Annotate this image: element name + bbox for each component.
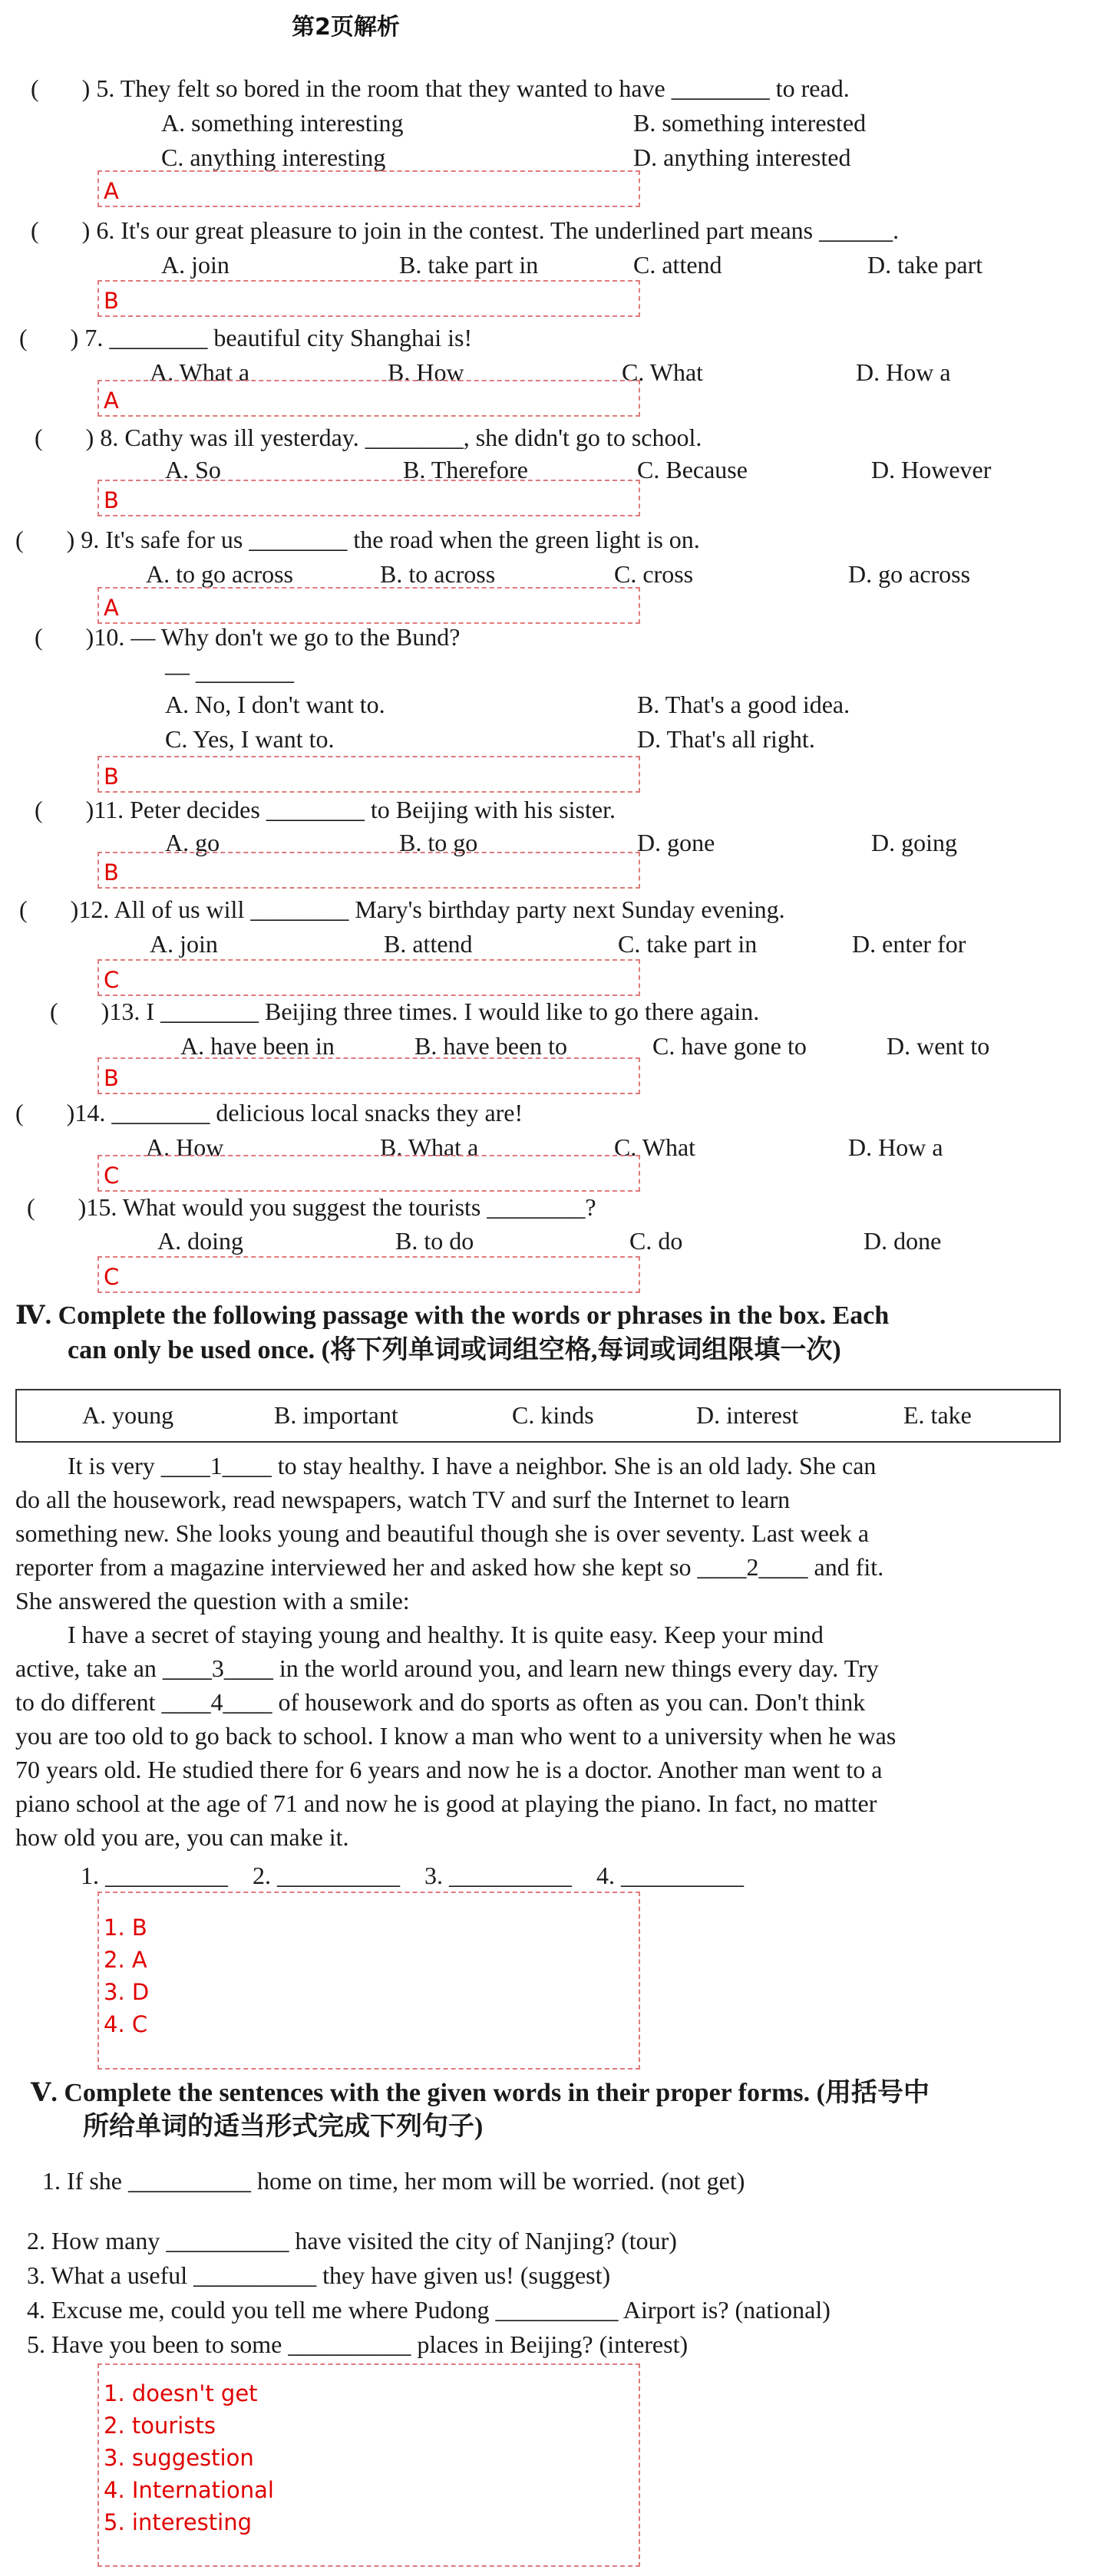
answer-text: C: [104, 967, 120, 993]
answer-box: [97, 1892, 640, 2070]
passage-line: She answered the question with a smile:: [15, 1587, 410, 1615]
passage-line: I have a secret of staying young and healthy. It is quite easy. Keep your mind: [68, 1621, 824, 1648]
answer-text: A: [104, 178, 119, 204]
option: D. going: [871, 829, 957, 856]
answer-text: A: [104, 595, 119, 621]
answer-box: [97, 280, 640, 317]
option: B. to do: [395, 1227, 474, 1255]
option: C. do: [629, 1227, 683, 1255]
option: B. That's a good idea.: [637, 691, 850, 718]
word-option: D. interest: [696, 1401, 799, 1429]
answer-text: 3. suggestion: [104, 2445, 254, 2471]
option: D. go across: [848, 560, 971, 588]
word-option: C. kinds: [512, 1401, 594, 1429]
sentence-item: 4. Excuse me, could you tell me where Pudong __________ Airport is? (national): [27, 2296, 830, 2324]
answer-text: C: [104, 1163, 120, 1189]
answer-box: [97, 852, 640, 889]
question-stem: ( )11. Peter decides ________ to Beijing with his sister.: [35, 796, 616, 823]
answer-text: 2. tourists: [104, 2413, 216, 2439]
option: C. have gone to: [652, 1032, 807, 1060]
answer-box: [97, 480, 640, 516]
answer-text: 4. International: [104, 2477, 274, 2503]
passage-line: active, take an ____3____ in the world around you, and learn new things every day. Try: [15, 1654, 879, 1682]
question-stem: ( ) 8. Cathy was ill yesterday. ________, she didn't go to school.: [35, 424, 702, 451]
option: A. have been in: [180, 1032, 335, 1060]
option: A. So: [165, 456, 221, 483]
answer-text: 2. A: [104, 1947, 147, 1973]
answer-box: [97, 959, 640, 996]
option: A. join: [150, 930, 218, 958]
option: B. Therefore: [403, 456, 528, 483]
answer-text: 1. B: [104, 1915, 147, 1941]
option: A. to go across: [146, 560, 293, 588]
sentence-item: 2. How many __________ have visited the city of Nanjing? (tour): [27, 2227, 677, 2254]
answer-text: 3. D: [104, 1979, 150, 2005]
sentence-item: 5. Have you been to some __________ places in Beijing? (interest): [27, 2330, 688, 2358]
answer-blanks: 1. __________ 2. __________ 3. __________ 4. __________: [81, 1862, 744, 1889]
question-stem: ( ) 7. ________ beautiful city Shanghai is!: [19, 324, 473, 351]
question-stem: ( ) 9. It's safe for us ________ the road when the green light is on.: [15, 526, 700, 553]
option: C. cross: [614, 560, 694, 588]
answer-text: 5. interesting: [104, 2509, 252, 2535]
passage-line: piano school at the age of 71 and now he is good at playing the piano. In fact, no matter: [15, 1789, 877, 1817]
option: A. go: [165, 829, 220, 856]
answer-text: B: [104, 859, 119, 886]
answer-text: B: [104, 487, 119, 513]
word-option: A. young: [82, 1401, 174, 1429]
sentence-item: 3. What a useful __________ they have given us! (suggest): [27, 2261, 611, 2289]
answer-box: [97, 1256, 640, 1293]
option: D. gone: [637, 829, 715, 856]
option: C. anything interesting: [161, 143, 386, 171]
answer-text: B: [104, 764, 119, 790]
answer-text: B: [104, 288, 119, 314]
passage-line: reporter from a magazine interviewed her and asked how she kept so ____2____ and fit.: [15, 1553, 884, 1581]
option: D. anything interested: [633, 143, 851, 171]
option: B. something interested: [633, 109, 867, 137]
passage-line: to do different ____4____ of housework and do sports as often as you can. Don't think: [15, 1688, 866, 1716]
option: A. No, I don't want to.: [165, 691, 385, 718]
answer-text: B: [104, 1065, 119, 1091]
option: B. What a: [380, 1133, 479, 1161]
passage-line: something new. She looks young and beautiful though she is over seventy. Last week a: [15, 1519, 870, 1547]
passage-line: how old you are, you can make it.: [15, 1823, 349, 1851]
answer-text: 1. doesn't get: [104, 2380, 258, 2406]
option: D. How a: [856, 358, 951, 386]
section-heading: Ⅳ. Complete the following passage with the words or phrases in the box. Each: [15, 1301, 890, 1330]
answer-box: [97, 2363, 640, 2567]
option: A. What a: [150, 358, 250, 386]
question-stem: — ________: [165, 658, 294, 685]
answer-text: 4. C: [104, 2011, 148, 2037]
option: A. join: [161, 251, 229, 279]
word-option: E. take: [903, 1401, 972, 1429]
option: D. went to: [887, 1032, 990, 1060]
section-heading: Ⅴ. Complete the sentences with the given words in their proper forms. (用括号中: [31, 2079, 930, 2107]
answer-box: [97, 756, 640, 793]
word-box: [15, 1389, 1061, 1443]
sentence-item: 1. If she __________ home on time, her mom will be worried. (not get): [42, 2167, 745, 2195]
page-title: 第2页解析: [292, 14, 400, 41]
section-heading: can only be used once. (将下列单词或词组空格,每词或词组限填一次): [68, 1336, 841, 1364]
option: C. Yes, I want to.: [165, 725, 335, 753]
answer-box: [97, 170, 640, 207]
passage-line: It is very ____1____ to stay healthy. I have a neighbor. She is an old lady. She can: [68, 1452, 877, 1479]
option: D. How a: [848, 1133, 943, 1161]
question-stem: ( )12. All of us will ________ Mary's birthday party next Sunday evening.: [19, 895, 785, 923]
answer-box: [97, 1057, 640, 1094]
option: A. doing: [157, 1227, 243, 1255]
option: C. attend: [633, 251, 722, 279]
answer-box: [97, 587, 640, 624]
question-stem: ( )10. — Why don't we go to the Bund?: [35, 623, 461, 651]
option: D. enter for: [852, 930, 966, 958]
answer-text: A: [104, 388, 119, 414]
section-heading: 所给单词的适当形式完成下列句子): [83, 2113, 484, 2141]
answer-text: C: [104, 1264, 120, 1290]
question-stem: ( )15. What would you suggest the tourists ________?: [27, 1193, 596, 1221]
option: C. What: [622, 358, 704, 386]
question-stem: ( ) 6. It's our great pleasure to join in the contest. The underlined part means ______.: [31, 216, 900, 244]
option: D. done: [864, 1227, 942, 1255]
answer-box: [97, 380, 640, 417]
option: C. Because: [637, 456, 748, 483]
option: A. something interesting: [161, 109, 404, 137]
option: B. to across: [380, 560, 496, 588]
question-stem: ( ) 5. They felt so bored in the room that they wanted to have ________ to read.: [31, 74, 850, 102]
question-stem: ( )14. ________ delicious local snacks they are!: [15, 1099, 523, 1126]
option: B. have been to: [414, 1032, 568, 1060]
passage-line: 70 years old. He studied there for 6 years and now he is a doctor. Another man went to a: [15, 1756, 883, 1783]
word-option: B. important: [274, 1401, 398, 1429]
option: B. take part in: [399, 251, 539, 279]
question-stem: ( )13. I ________ Beijing three times. I would like to go there again.: [50, 998, 760, 1025]
option: B. How: [388, 358, 464, 386]
option: C. What: [614, 1133, 696, 1161]
option: D. However: [871, 456, 992, 483]
option: C. take part in: [618, 930, 758, 958]
passage-line: do all the housework, read newspapers, watch TV and surf the Internet to learn: [15, 1486, 791, 1513]
option: D. take part: [867, 251, 983, 279]
answer-box: [97, 1155, 640, 1192]
option: B. to go: [399, 829, 478, 856]
option: B. attend: [384, 930, 473, 958]
option: D. That's all right.: [637, 725, 815, 753]
passage-line: you are too old to go back to school. I know a man who went to a university when he was: [15, 1722, 897, 1750]
option: A. How: [146, 1133, 224, 1161]
